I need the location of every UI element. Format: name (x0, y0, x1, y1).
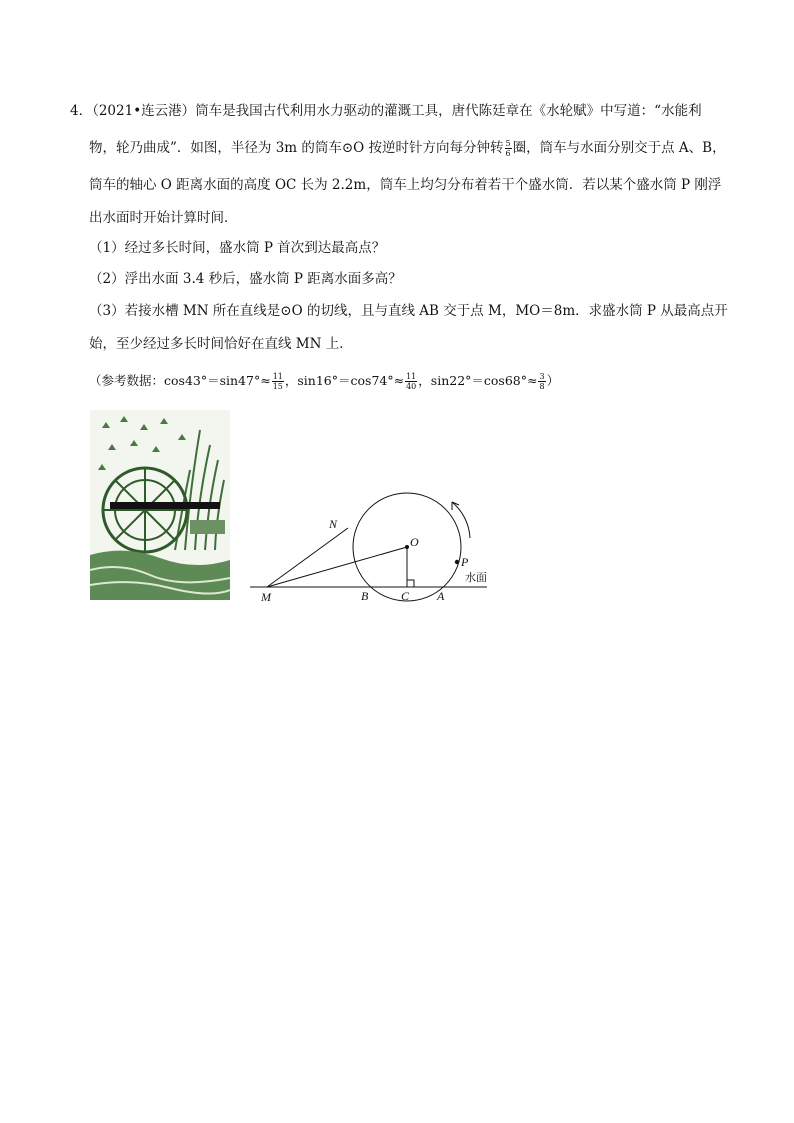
subquestion-2: （2）浮出水面 3.4 秒后，盛水筒 P 距离水面多高？ (89, 271, 402, 287)
fraction-five-sixths (505, 139, 512, 158)
label-b: B (361, 589, 369, 603)
question-text-2a: 物，轮乃曲成”．如图，半径为 3m 的筒车⊙O 按逆时针方向每分钟转 (89, 140, 504, 156)
right-angle-mark (407, 580, 414, 587)
label-c: C (401, 589, 410, 603)
label-o: O (410, 535, 419, 549)
point-p (455, 560, 459, 564)
ref-suffix: ） (546, 373, 560, 388)
subquestion-3a: （3）若接水槽 MN 所在直线是⊙O 的切线，且与直线 AB 交于点 M，MO＝8m．求盛水筒 P 从最高点开 (89, 303, 728, 319)
line-mo (267, 547, 407, 587)
label-water-surface: 水面 (465, 571, 487, 584)
question-line-3: 筒车的轴心 O 距离水面的高度 OC 长为 2.2m，筒车上均匀分布着若干个盛水筒．若以某个盛水筒 P 刚浮 (89, 177, 722, 193)
frac-den: 6 (505, 149, 511, 158)
reference-data (89, 370, 559, 392)
subquestion-3b: 始，至少经过多长时间恰好在直线 MN 上． (89, 336, 353, 352)
ref-prefix: （参考数据：cos43°＝sin47°≈ (89, 373, 271, 388)
frac-num: 5 (505, 139, 511, 148)
ref-mid-2: ，sin22°＝cos68°≈ (418, 373, 538, 388)
frac-num: 11 (272, 372, 283, 381)
frac-num: 11 (406, 372, 417, 381)
geometry-diagram (245, 490, 505, 605)
frac-num: 3 (539, 372, 545, 381)
fraction-11-15 (272, 372, 284, 391)
question-text-1: （2021•连云港）筒车是我国古代利用水力驱动的灌溉工具，唐代陈廷章在《水轮赋》中写道：“水能利 (92, 103, 702, 119)
ref-mid-1: ，sin16°＝cos74°≈ (284, 373, 405, 388)
fraction-11-40 (405, 372, 417, 391)
frac-den: 8 (539, 382, 545, 391)
rotation-arrow (452, 502, 470, 538)
subquestion-1: （1）经过多长时间，盛水筒 P 首次到达最高点？ (89, 240, 386, 256)
water-wheel-illustration (90, 410, 230, 600)
question-number: 4． (70, 103, 93, 119)
label-m: M (261, 590, 271, 604)
frac-den: 15 (272, 382, 283, 391)
question-line-1 (70, 100, 702, 122)
question-text-2b: 圈，筒车与水面分别交于点 A、B， (512, 140, 726, 156)
label-a: A (437, 589, 445, 603)
label-p: P (461, 555, 469, 569)
label-n: N (329, 517, 338, 531)
fraction-3-8 (538, 372, 545, 391)
question-line-4: 出水面时开始计算时间． (89, 210, 238, 226)
line-mn (267, 528, 348, 587)
center-point (405, 545, 409, 549)
question-line-2 (89, 137, 726, 159)
frac-den: 40 (406, 382, 417, 391)
